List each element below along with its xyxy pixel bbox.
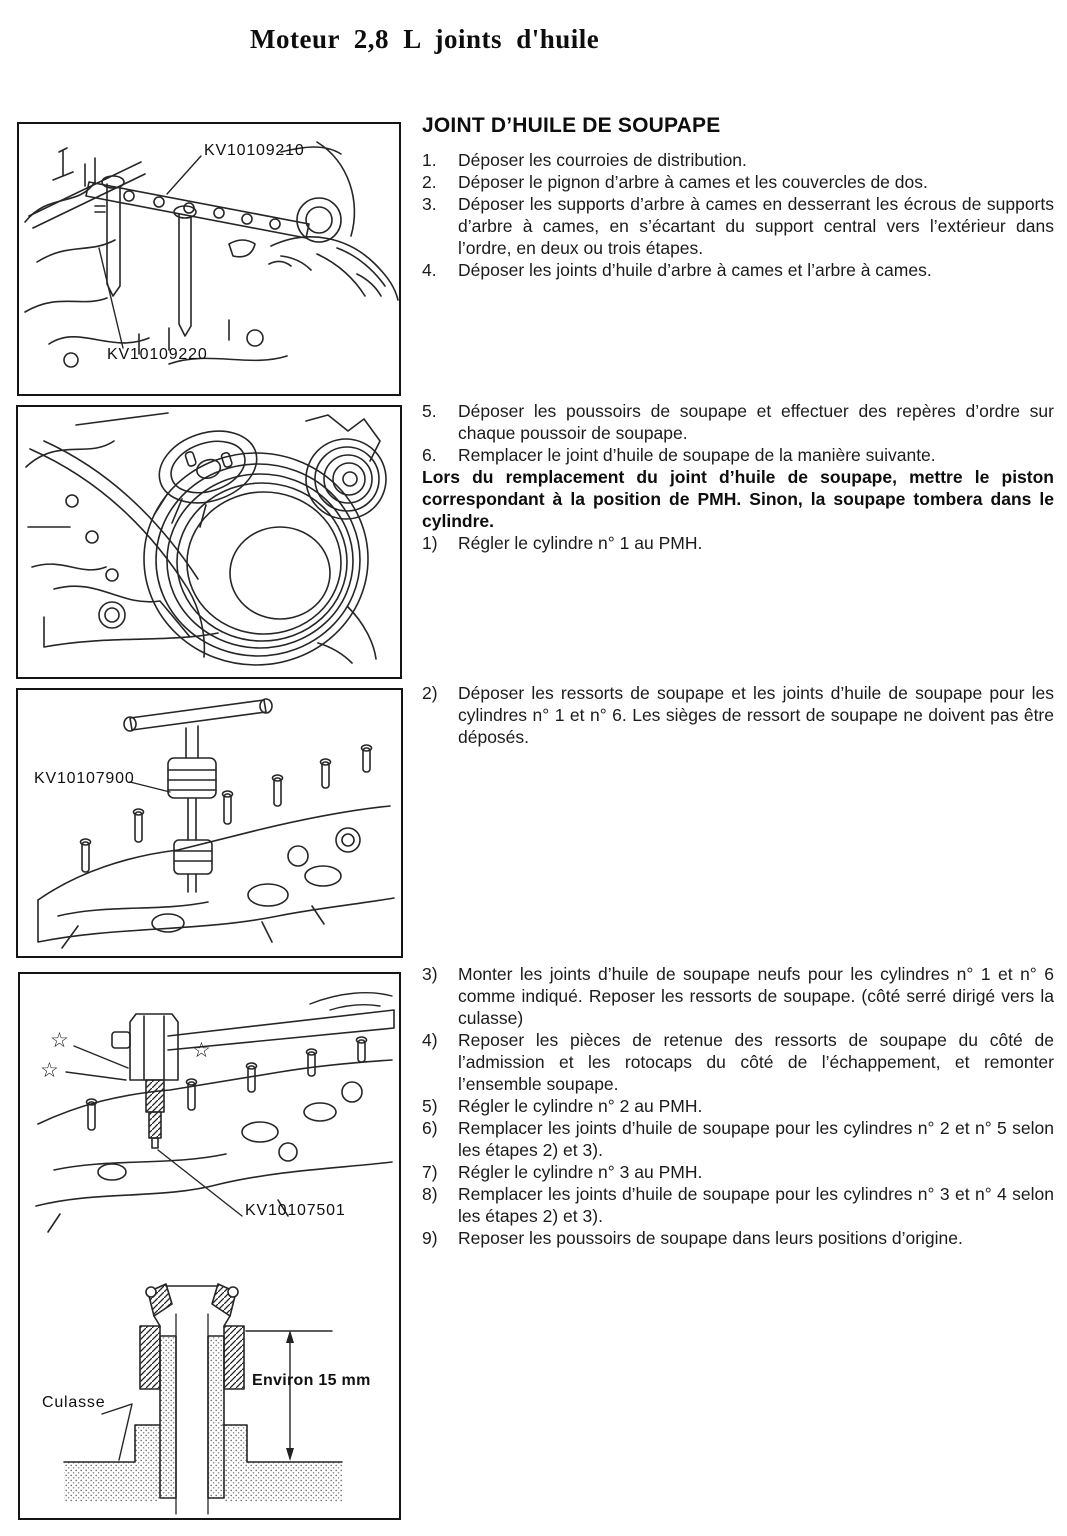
step-item — [422, 171, 1054, 193]
step-item — [422, 532, 1054, 554]
step-number: 2. — [422, 172, 437, 192]
step-number: 4. — [422, 260, 437, 280]
step-text: Reposer les poussoirs de soupape dans leurs positions d’origine. — [458, 1228, 963, 1248]
step-item — [422, 400, 1054, 444]
step-item — [422, 1029, 1054, 1095]
section-heading: JOINT D’HUILE DE SOUPAPE — [422, 114, 721, 137]
tool-label-kv10109210: KV10109210 — [204, 142, 305, 159]
step-item — [422, 259, 1054, 281]
step-item — [422, 149, 1054, 171]
step-number: 5. — [422, 401, 437, 421]
procedure-section — [422, 114, 1054, 138]
step-item — [422, 1161, 1054, 1183]
step-number: 6) — [422, 1118, 438, 1138]
step-number: 4) — [422, 1030, 438, 1050]
step-item — [422, 1183, 1054, 1227]
step-number: 8) — [422, 1184, 438, 1204]
step-text: Déposer les supports d’arbre à cames en desserrant les écrous de supports d’arbre à cames, en s’écartant du support central vers l’extérieur dans l’ordre, en deux ou trois étapes. — [458, 194, 1054, 258]
spring-tool-illustration — [18, 690, 401, 956]
steps-block-1 — [422, 149, 1054, 281]
step-item — [422, 1227, 1054, 1249]
step-text: Déposer les courroies de distribution. — [458, 150, 747, 170]
step-item — [422, 444, 1054, 466]
step-number: 1) — [422, 533, 438, 553]
step-text: Remplacer les joints d’huile de soupape pour les cylindres n° 3 et n° 4 selon les étapes 2) et 3). — [458, 1184, 1054, 1226]
star-marker-icon: ☆ — [50, 1029, 69, 1052]
step-number: 6. — [422, 445, 437, 465]
star-marker-icon: ☆ — [40, 1059, 59, 1082]
tool-label-kv10109220: KV10109220 — [107, 346, 208, 363]
steps-block-2 — [422, 400, 1054, 554]
step-text: Déposer les poussoirs de soupape et effectuer des repères d’ordre sur chaque poussoir de soupape. — [458, 401, 1054, 443]
step-text: Déposer le pignon d’arbre à cames et les couvercles de dos. — [458, 172, 928, 192]
dimension-label: Environ 15 mm — [252, 1372, 371, 1389]
step-text: Régler le cylindre n° 3 au PMH. — [458, 1162, 703, 1182]
culasse-label: Culasse — [42, 1394, 106, 1411]
step-text: Déposer les ressorts de soupape et les joints d’huile de soupape pour les cylindres n° 1 et n° 6. Les sièges de ressort de soupape ne doivent pas être déposés. — [458, 683, 1054, 747]
figure-camshaft-tools — [17, 122, 401, 396]
step-item — [422, 963, 1054, 1029]
step-number: 1. — [422, 150, 437, 170]
figure-seal-install — [18, 972, 401, 1520]
step-number: 7) — [422, 1162, 438, 1182]
step-item — [422, 682, 1054, 748]
step-text: Monter les joints d’huile de soupape neufs pour les cylindres n° 1 et n° 6 comme indiqué. Reposer les ressorts de soupape. (côté serré dirigé vers la culasse) — [458, 964, 1054, 1028]
step-item — [422, 193, 1054, 259]
tool-label-kv10107900: KV10107900 — [34, 770, 135, 787]
step-item — [422, 1095, 1054, 1117]
star-marker-icon: ☆ — [192, 1039, 211, 1062]
page-title: Moteur 2,8 L joints d'huile — [250, 24, 600, 54]
step-number: 5) — [422, 1096, 438, 1116]
tool-label-kv10107501: KV10107501 — [245, 1202, 346, 1219]
step-text: Déposer les joints d’huile d’arbre à cames et l’arbre à cames. — [458, 260, 932, 280]
steps-block-4 — [422, 963, 1054, 1249]
step-text: Remplacer le joint d’huile de soupape de la manière suivante. — [458, 445, 936, 465]
step-text: Remplacer les joints d’huile de soupape pour les cylindres n° 2 et n° 5 selon les étapes 2) et 3). — [458, 1118, 1054, 1160]
crank-pulley-illustration — [18, 407, 400, 677]
step-text: Reposer les pièces de retenue des ressorts de soupape du côté de l’admission et les rotocaps du côté de l’échappement, et remonter l’ensemble soupape. — [458, 1030, 1054, 1094]
step-number: 9) — [422, 1228, 438, 1248]
step-text: Régler le cylindre n° 2 au PMH. — [458, 1096, 703, 1116]
figure-spring-tool — [16, 688, 403, 958]
steps-block-3 — [422, 682, 1054, 748]
step-number: 2) — [422, 683, 438, 703]
step-number: 3. — [422, 194, 437, 214]
caution-text: Lors du remplacement du joint d’huile de soupape, mettre le piston correspondant à la position de PMH. Sinon, la soupape tombera dans le cylindre. — [422, 467, 1054, 531]
step-number: 3) — [422, 964, 438, 984]
step-text: Régler le cylindre n° 1 au PMH. — [458, 533, 703, 553]
figure-crank-pulley — [16, 405, 402, 679]
step-item — [422, 1117, 1054, 1161]
engine-camshaft-illustration — [19, 124, 399, 394]
